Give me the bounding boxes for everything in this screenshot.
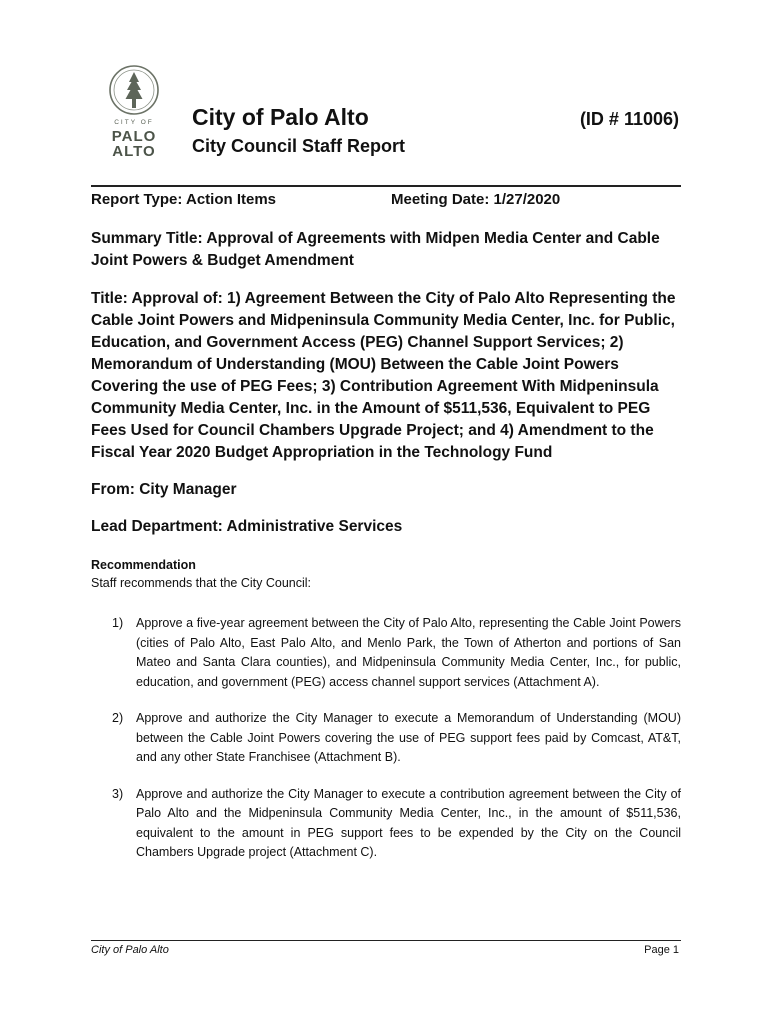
recommendation-intro: Staff recommends that the City Council: <box>91 576 312 590</box>
page-number: Page 1 <box>644 944 679 956</box>
item-number: 2) <box>112 711 124 725</box>
item-text: Approve and authorize the City Manager to execute a contribution agreement between the City of Palo Alto and the Midpeninsula Community Media Center, Inc., in the amount of $511,536, equivalent to the amount in PEG support fees to be expended by the City on the Council Chambers Upgrade project (Attachment C). <box>136 786 681 859</box>
city-logo <box>106 64 162 160</box>
logo-palo-text: PALO <box>111 128 157 145</box>
report-title: Title: Approval of: 1) Agreement Between the City of Palo Alto Representing the Cable Joint Powers and Midpeninsula Community Media Center, Inc. for Public, Education, and Government Access (PEG) Channel Support Services; 2) Memorandum of Understanding (MOU) Between the Cable Joint Powers Covering the use of PEG Fees; 3) Contribution Agreement With Midpeninsula Community Media Center, Inc. in the Amount of $511,536, Equivalent to PEG Fees Used for Council Chambers Upgrade Project; and 4) Amendment to the Fiscal Year 2020 Budget Appropriation in the Technology Fund <box>91 290 676 461</box>
lead-department: Lead Department: Administrative Services <box>91 518 403 535</box>
recommendation-list <box>112 614 681 880</box>
logo-alto-text: ALTO <box>112 143 156 160</box>
item-number: 1) <box>112 616 124 630</box>
page-title: City of Palo Alto <box>192 104 369 130</box>
page-subtitle: City Council Staff Report <box>192 136 406 156</box>
recommendation-item <box>112 614 681 692</box>
redwood-tree-seal-icon <box>106 64 162 118</box>
report-type: Report Type: Action Items <box>91 191 277 208</box>
item-text: Approve a five-year agreement between the City of Palo Alto, representing the Cable Joint Powers (cities of Palo Alto, East Palo Alto, and Menlo Park, the Town of Atherton and portions of San Mateo and Santa Clara counties), and Midpeninsula Community Media Center, Inc., for public, education, and government (PEG) access channel support services (Attachment A). <box>136 616 681 689</box>
footer-city-name: City of Palo Alto <box>91 944 169 956</box>
recommendation-item <box>112 785 681 863</box>
footer-divider <box>91 940 681 941</box>
meeting-date: Meeting Date: 1/27/2020 <box>391 191 561 208</box>
header-divider <box>91 185 681 187</box>
recommendation-heading: Recommendation <box>91 558 196 572</box>
recommendation-item <box>112 709 681 768</box>
item-number: 3) <box>112 786 124 801</box>
logo-city-of-text: CITY OF <box>114 119 154 126</box>
from-line: From: City Manager <box>91 481 237 498</box>
item-text: Approve and authorize the City Manager to execute a Memorandum of Understanding (MOU) between the Cable Joint Powers covering the use of PEG support fees paid by Comcast, AT&T, and any other State Franchisee (Attachment B). <box>136 711 681 764</box>
summary-title: Summary Title: Approval of Agreements with Midpen Media Center and Cable Joint Powers & Budget Amendment <box>91 230 660 269</box>
report-id: (ID # 11006) <box>579 109 679 129</box>
